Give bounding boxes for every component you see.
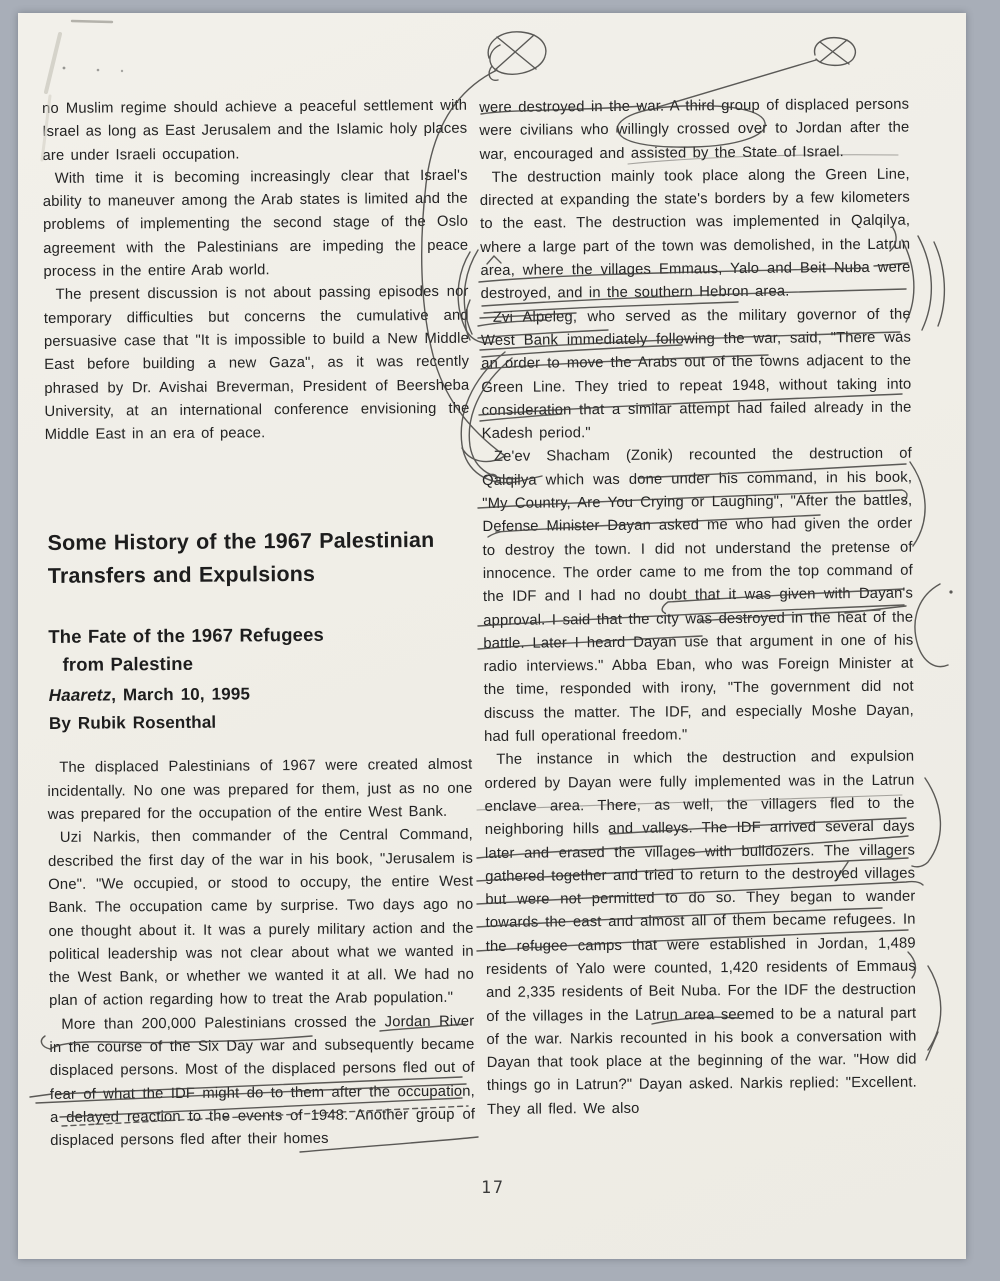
body-paragraph: With time it is becoming increasingly clear that Israel's ability to maneuver among the Arab states is limited and the problems of implementing the second stage of the Oslo agreement with the Palestinians are impeding the peace process in the entire Arab world.: [42, 167, 469, 281]
body-paragraph: were destroyed in the war. A third group of displaced persons were civilians who willingly crossed over to Jordan after the war, encouraged and assisted by the State of Israel.: [479, 96, 910, 163]
body-paragraph: Zvi Alpeleg, who served as the military governor of the West Bank immediately following the war, said, "There was an order to move the Arabs out of the towns adjacent to the Green Line. They tried to repeat 1948, without taking into consideration that a similar attempt had failed already in the Kadesh period.": [480, 306, 912, 443]
article-title-line2: from Palestine: [62, 653, 194, 676]
publication-line: [49, 680, 472, 709]
left-column: [42, 87, 475, 1154]
article-title: [48, 620, 471, 679]
body-paragraph: Ze'ev Shacham (Zonik) recounted the destruction of Qalqilya which was done under his command, in his book, "My Country, Are You Crying or Laughing", "After the battles, Defense Minister Dayan asked me who had given the order to destroy the town. I did not understand the pretense of innocence. The order came to me from the top command of the IDF and I had no doubt that it was given with Dayan's approval. I said that the city was destroyed in the heat of the battle. Later I heard Dayan use that argument in one of his radio interviews." Abba Eban, who was Foreign Minister at the time, responded with irony, "The government did not discuss the matter. The IDF, and especially Moshe Dayan, had full operational freedom.": [482, 446, 914, 745]
body-paragraph: The instance in which the destruction and expulsion ordered by Dayan were fully implemented was in the Latrun enclave area. There, as well, the villagers fled to the neighboring hills and valleys. The IDF arrived several days later and erased the villages with bulldozers. The villagers gathered together and tried to return to the destroyed villages but were not permitted to do so. They began to wander towards the east and almost all of them became refugees. In the refugee camps that were established in Jordan, 1,489 residents of Yalo were counted, 1,420 residents of Emmaus and 2,335 residents of Beit Nuba. For the IDF the destruction of the villages in the Latrun area seemed to be a natural part of the war. Narkis recounted in his book a conversation with Dayan that took place at the beginning of the war. "How did things go in Latrun?" Dayan asked. Narkis replied: "Excellent. They all fled. We also: [484, 748, 917, 1118]
article-title-line1: The Fate of the 1967 Refugees: [48, 624, 324, 648]
publication-date: , March 10, 1995: [111, 684, 251, 705]
publication-name: Haaretz: [48, 685, 112, 706]
page-number: 17: [481, 1178, 505, 1197]
section-heading: Some History of the 1967 Palestinian Transfers and Expulsions: [47, 528, 435, 589]
right-column: [479, 84, 917, 1122]
body-paragraph: The present discussion is not about passing episodes nor temporary difficulties but concerns the cumulative and persuasive case that "It is impossible to build a New Middle East before building a new Gaza", as it was recently phrased by Dr. Avishai Breverman, President of Beersheba University, at an international conference envisioning the Middle East in an era of peace.: [43, 284, 470, 444]
body-paragraph: no Muslim regime should achieve a peaceful settlement with Israel as long as East Jerusalem and the Islamic holy places are under Israeli occupation.: [42, 97, 468, 164]
body-paragraph: The destruction mainly took place along the Green Line, directed at expanding the state's borders by a few kilometers to the east. The destruction was implemented in Qalqilya, where a large part of the town was demolished, in the Latrun area, where the villages Emmaus, Yalo and Beit Nuba were destroyed, and in the southern Hebron area.: [479, 166, 911, 303]
body-paragraph: Uzi Narkis, then commander of the Central Command, described the first day of the war in his book, "Jerusalem is One". "We occupied, or stood to occupy, the entire West Bank. The occupation came by surprise. Two days ago no one thought about it. It was a purely military action and the political leadership was not clear about what we wanted in the West Bank, or whether we wanted it at all. We had no plan of action regarding how to treat the Arab population.": [47, 826, 475, 1010]
body-paragraph: More than 200,000 Palestinians crossed the Jordan River in the course of the Six Day war and subsequently became displaced persons. Most of the displaced persons fled out of fear of what the IDF might do to them after the occupation, a delayed reaction to the events of 1948. Another group of displaced persons fled after their homes: [49, 1013, 476, 1150]
body-paragraph: The displaced Palestinians of 1967 were created almost incidentally. No one was prepared for them, just as no one was prepared for the occupation of the entire West Bank.: [47, 757, 473, 824]
byline: By Rubik Rosenthal: [48, 713, 217, 734]
